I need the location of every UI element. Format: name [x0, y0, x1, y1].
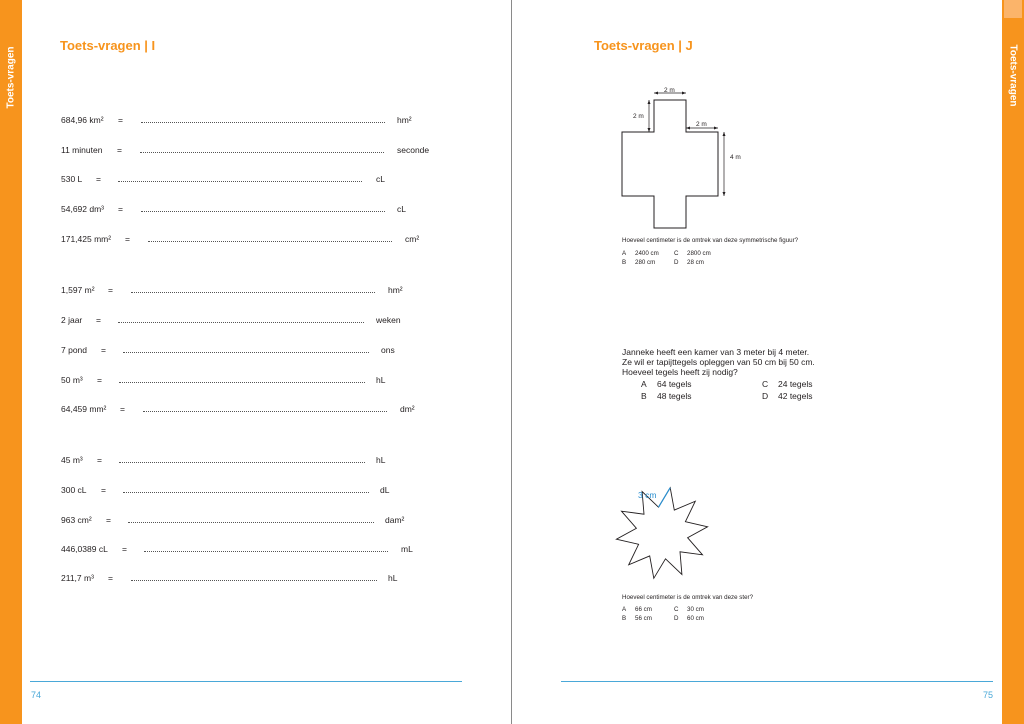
star-figure	[612, 484, 712, 584]
conversion-equals: =	[97, 375, 102, 385]
conversion-row	[61, 172, 401, 186]
conversion-equals: =	[118, 204, 123, 214]
option-letter[interactable]: B	[641, 391, 647, 401]
option-letter[interactable]: D	[674, 259, 679, 266]
page-number-right: 75	[983, 690, 994, 700]
conversion-value: 963 cm²	[61, 515, 92, 525]
conversion-unit: seconde	[397, 145, 430, 155]
conversion-value: 50 m³	[61, 375, 83, 385]
conversion-value: 54,692 dm³	[61, 204, 104, 214]
cross-figure	[620, 84, 750, 234]
answer-line[interactable]	[118, 313, 364, 323]
conversion-equals: =	[108, 285, 113, 295]
option-letter[interactable]: A	[641, 379, 647, 389]
answer-line[interactable]	[123, 483, 369, 493]
conversion-equals: =	[117, 145, 122, 155]
conversion-equals: =	[120, 404, 125, 414]
conversion-equals: =	[96, 315, 101, 325]
side-tab-label-left: Toets-vragen	[5, 45, 17, 109]
option-text: 24 tegels	[778, 379, 813, 389]
conversion-value: 211,7 m³	[61, 573, 94, 583]
conversion-value: 2 jaar	[61, 315, 83, 325]
conversion-unit: cL	[397, 204, 406, 214]
footer-rule-right	[561, 681, 993, 682]
star-length-label: 3 cm	[638, 490, 657, 500]
conversion-row	[61, 542, 426, 556]
answer-line[interactable]	[148, 232, 392, 242]
conversion-equals: =	[101, 345, 106, 355]
answer-line[interactable]	[140, 143, 384, 153]
conversion-value: 171,425 mm²	[61, 234, 112, 244]
conversion-row	[61, 113, 421, 127]
option-text: 2800 cm	[687, 250, 711, 257]
conversion-value: 446,0389 cL	[61, 544, 108, 554]
conversion-row	[61, 402, 426, 416]
option-letter[interactable]: B	[622, 259, 627, 266]
side-tab-label-right: Toets-vragen	[1007, 43, 1019, 107]
question-2-text: Janneke heeft een kamer van 3 meter bij 4 meter. Ze wil er tapijttegels opleggen van 50 cm bij 50 cm. Hoeveel tegels heeft zij nodig?	[622, 347, 815, 377]
conversion-unit: dam²	[385, 515, 405, 525]
conversion-row	[61, 453, 401, 467]
conversion-row	[61, 571, 411, 585]
option-text: 2400 cm	[635, 250, 659, 257]
conversion-value: 45 m³	[61, 455, 83, 465]
conversion-value: 530 L	[61, 174, 83, 184]
option-text: 280 cm	[635, 259, 656, 266]
conversion-unit: hL	[376, 455, 386, 465]
question-3-text: Hoeveel centimeter is de omtrek van deze ster?	[622, 594, 754, 601]
option-text: 56 cm	[635, 615, 652, 622]
page-title-left: Toets-vragen | I	[60, 38, 156, 53]
dim-label-right: 4 m	[730, 154, 741, 161]
option-letter[interactable]: D	[674, 615, 679, 622]
option-text: 42 tegels	[778, 391, 813, 401]
option-text: 64 tegels	[657, 379, 692, 389]
answer-line[interactable]	[131, 283, 375, 293]
conversion-unit: cm²	[405, 234, 420, 244]
conversion-unit: dL	[380, 485, 390, 495]
conversion-equals: =	[108, 573, 113, 583]
answer-line[interactable]	[119, 373, 365, 383]
conversion-unit: mL	[401, 544, 413, 554]
page-spine	[511, 0, 512, 724]
answer-line[interactable]	[123, 343, 369, 353]
answer-line[interactable]	[141, 113, 385, 123]
conversion-unit: weken	[376, 315, 401, 325]
page-title-right: Toets-vragen | J	[594, 38, 693, 53]
conversion-value: 64,459 mm²	[61, 404, 107, 414]
option-letter[interactable]: B	[622, 615, 627, 622]
question-1-text: Hoeveel centimeter is de omtrek van deze symmetrische figuur?	[622, 237, 799, 244]
option-letter[interactable]: C	[762, 379, 769, 389]
conversion-value: 11 minuten	[61, 145, 103, 155]
conversion-row	[61, 313, 406, 327]
option-letter[interactable]: D	[762, 391, 769, 401]
answer-line[interactable]	[141, 202, 385, 212]
option-letter[interactable]: C	[674, 606, 679, 613]
dim-label-mid: 2 m	[696, 121, 707, 128]
option-letter[interactable]: A	[622, 250, 627, 257]
conversion-equals: =	[97, 455, 102, 465]
answer-line[interactable]	[131, 571, 377, 581]
conversion-row	[61, 283, 411, 297]
option-letter[interactable]: C	[674, 250, 679, 257]
dim-label-left: 2 m	[633, 113, 644, 120]
conversion-value: 300 cL	[61, 485, 87, 495]
conversion-equals: =	[122, 544, 127, 554]
conversion-unit: dm²	[400, 404, 415, 414]
conversion-unit: cL	[376, 174, 385, 184]
option-text: 66 cm	[635, 606, 652, 613]
conversion-equals: =	[118, 115, 123, 125]
conversion-unit: hm²	[388, 285, 403, 295]
conversion-unit: ons	[381, 345, 395, 355]
conversion-value: 7 pond	[61, 345, 87, 355]
conversion-row	[61, 483, 406, 497]
conversion-unit: hm²	[397, 115, 412, 125]
answer-line[interactable]	[144, 542, 388, 552]
conversion-row	[61, 343, 406, 357]
option-text: 30 cm	[687, 606, 704, 613]
answer-line[interactable]	[128, 513, 374, 523]
conversion-value: 684,96 km²	[61, 115, 104, 125]
footer-rule-left	[30, 681, 462, 682]
conversion-row	[61, 143, 441, 157]
conversion-equals: =	[96, 174, 101, 184]
answer-line[interactable]	[143, 402, 387, 412]
page-number-left: 74	[31, 690, 42, 700]
conversion-row	[61, 513, 416, 527]
conversion-row	[61, 202, 421, 216]
conversion-equals: =	[125, 234, 130, 244]
option-text: 28 cm	[687, 259, 704, 266]
conversion-value: 1,597 m²	[61, 285, 95, 295]
conversion-row	[61, 232, 431, 246]
answer-line[interactable]	[119, 453, 365, 463]
conversion-unit: hL	[388, 573, 398, 583]
conversion-unit: hL	[376, 375, 386, 385]
option-letter[interactable]: A	[622, 606, 627, 613]
tab-corner-block	[1004, 0, 1022, 18]
conversion-equals: =	[101, 485, 106, 495]
conversion-equals: =	[106, 515, 111, 525]
conversion-row	[61, 373, 401, 387]
answer-line[interactable]	[118, 172, 362, 182]
option-text: 60 cm	[687, 615, 704, 622]
option-text: 48 tegels	[657, 391, 692, 401]
dim-label-top: 2 m	[664, 87, 675, 94]
